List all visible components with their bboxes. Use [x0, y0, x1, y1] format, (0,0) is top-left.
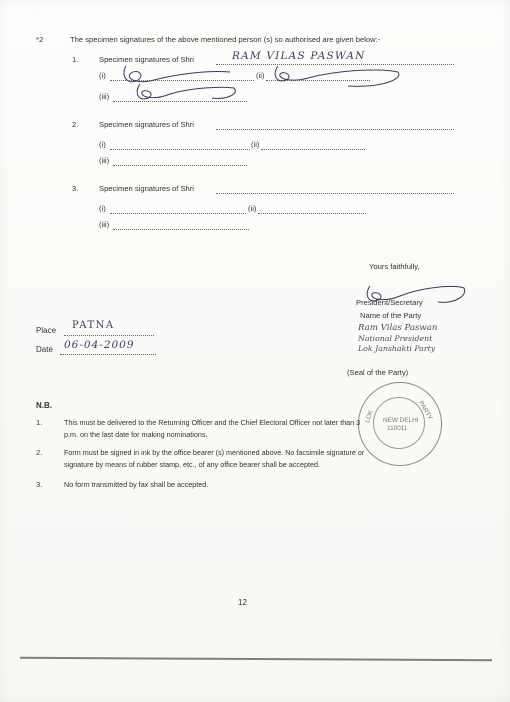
seal-label: (Seal of the Party)	[347, 368, 409, 377]
stamp-name: Ram Vilas Paswan	[358, 323, 438, 333]
name-of-party-label: Name of the Party	[360, 311, 422, 320]
note-2-line-2: signature by means of rubber stamp, etc., of any office bearer shall be accepted.	[64, 460, 320, 469]
specimen-1-name: RAM VILAS PASWAN	[232, 50, 366, 62]
place-line	[64, 335, 154, 336]
seal-center-1: NEW DELHI	[383, 417, 419, 424]
specimen-1-line-ii-label: (ii)	[256, 71, 265, 80]
seal-outer-left: LOK	[363, 409, 375, 424]
page-number: 12	[238, 598, 247, 607]
date-label: Date	[36, 345, 53, 354]
specimen-3-number: 3.	[72, 184, 79, 193]
specimen-1-line-i-label: (i)	[99, 71, 106, 80]
note-1-line-2: p.m. on the last date for making nominations.	[64, 430, 208, 439]
specimen-2-line-iii-label: (iii)	[99, 156, 110, 165]
corner-mark: ·	[36, 6, 39, 15]
seal-center-2: 110011	[387, 425, 408, 432]
specimen-3-name-line	[216, 193, 454, 194]
specimen-2-line-ii-label: (ii)	[251, 140, 260, 149]
designation: President/Secretary	[356, 298, 423, 307]
specimen-2-line-i	[110, 149, 250, 150]
specimen-2-label: Specimen signatures of Shri	[99, 120, 194, 129]
bottom-edge-line	[20, 657, 492, 661]
specimen-3-label: Specimen signatures of Shri	[99, 184, 194, 193]
yours-faithfully: Yours faithfully,	[369, 262, 420, 271]
specimen-3-line-i-label: (i)	[99, 204, 106, 213]
seal-outer-right: PARTY	[417, 399, 434, 422]
notes-heading: N.B.	[36, 401, 52, 410]
specimen-3-line-iii-label: (iii)	[99, 220, 110, 229]
specimen-1-signature-ii	[268, 62, 408, 88]
date-line	[60, 354, 156, 355]
specimen-3-line-iii	[113, 229, 249, 230]
specimen-3-line-i	[110, 213, 246, 214]
note-2-number: 2.	[36, 448, 43, 457]
specimen-2-name-line	[216, 129, 454, 130]
specimen-1-number: 1.	[72, 55, 79, 64]
note-1-line-1: This must be delivered to the Returning Officer and the Chief Electoral Officer not later than 3	[64, 418, 361, 427]
note-1-number: 1.	[36, 418, 43, 427]
date-value: 06-04-2009	[64, 339, 135, 351]
note-2-line-1: Form must be signed in ink by the office bearer (s) mentioned above. No facsimile signature or	[64, 448, 365, 457]
specimen-2-number: 2.	[72, 120, 79, 129]
stamp-party: Lok Janshakti Party	[358, 344, 436, 353]
place-value: PATNA	[72, 320, 115, 331]
section-number: *2	[36, 35, 44, 44]
specimen-2-line-i-label: (i)	[99, 140, 106, 149]
party-seal	[358, 382, 442, 466]
specimen-3-line-ii	[258, 213, 366, 214]
specimen-3-line-ii-label: (ii)	[248, 204, 257, 213]
specimen-2-line-iii	[113, 165, 247, 166]
note-3-number: 3.	[36, 480, 43, 489]
specimen-1-signature-iii	[130, 80, 250, 108]
specimen-2-line-ii	[261, 149, 365, 150]
note-3-line-1: No form transmitted by fax shall be accepted.	[64, 480, 209, 489]
place-label: Place	[36, 326, 57, 335]
stamp-title: National President	[358, 334, 433, 343]
specimen-1-label: Specimen signatures of Shri	[99, 55, 194, 64]
intro-text: The specimen signatures of the above mentioned person (s) so authorised are given below:-	[70, 35, 381, 44]
specimen-1-line-iii-label: (iii)	[99, 92, 110, 101]
